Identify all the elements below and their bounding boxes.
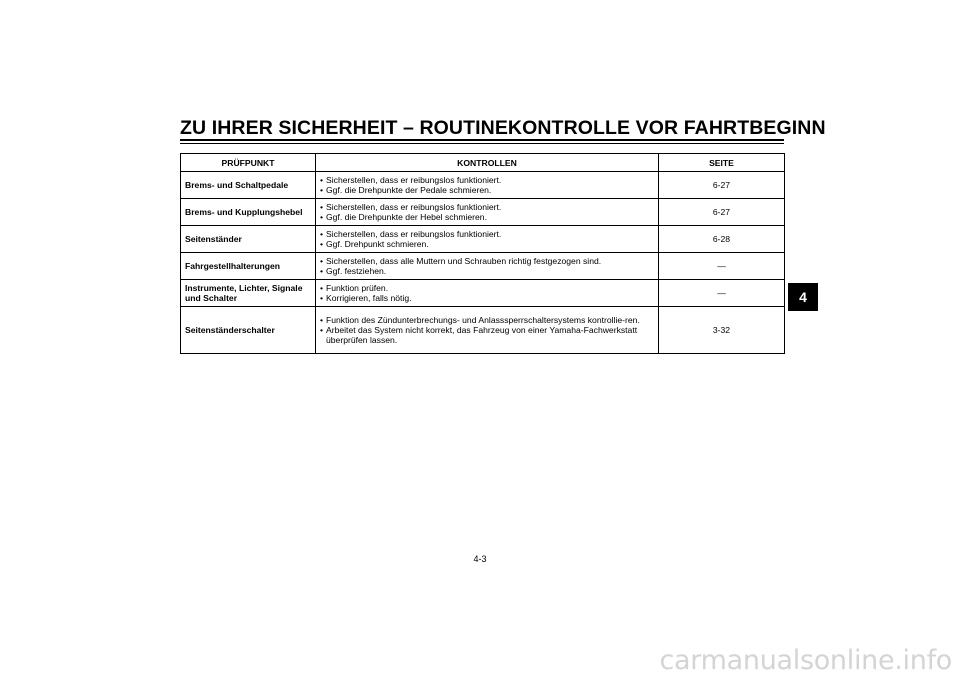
row-checks bbox=[316, 280, 659, 307]
check-bullet: • Sicherstellen, dass alle Muttern und Schrauben richtig festgezogen sind. bbox=[320, 256, 602, 266]
check-bullet: • Ggf. festziehen. bbox=[320, 266, 387, 276]
table-header-row bbox=[181, 154, 785, 172]
check-bullet: • Ggf. die Drehpunkte der Hebel schmieren. bbox=[320, 212, 487, 222]
row-page: 6-27 bbox=[659, 172, 785, 199]
row-checks bbox=[316, 199, 659, 226]
row-item: Seitenständer bbox=[181, 226, 316, 253]
row-checks bbox=[316, 253, 659, 280]
row-page: 6-28 bbox=[659, 226, 785, 253]
check-bullet: • Sicherstellen, dass er reibungslos funktioniert. bbox=[320, 229, 502, 239]
row-checks bbox=[316, 172, 659, 199]
check-bullet: • Funktion des Zündunterbrechungs- und Anlasssperrschaltersystems kontrollie-ren. bbox=[320, 315, 640, 325]
watermark: carmanualsonline.info bbox=[659, 645, 952, 676]
row-item: Brems- und Kupplungshebel bbox=[181, 199, 316, 226]
check-bullet: • Ggf. die Drehpunkte der Pedale schmieren. bbox=[320, 185, 492, 195]
row-item: Seitenständerschalter bbox=[181, 307, 316, 354]
check-bullet: • Ggf. Drehpunkt schmieren. bbox=[320, 239, 429, 249]
row-checks bbox=[316, 307, 659, 354]
row-page: 3-32 bbox=[659, 307, 785, 354]
title-rule-thick bbox=[180, 139, 784, 141]
table-row bbox=[181, 253, 785, 280]
title-rule-thin bbox=[180, 143, 784, 144]
table-row bbox=[181, 226, 785, 253]
row-page: — bbox=[659, 253, 785, 280]
table-row bbox=[181, 307, 785, 354]
chapter-tab: 4 bbox=[788, 283, 818, 311]
header-kontrollen: KONTROLLEN bbox=[316, 154, 659, 172]
row-page: 6-27 bbox=[659, 199, 785, 226]
row-checks bbox=[316, 226, 659, 253]
header-seite: SEITE bbox=[659, 154, 785, 172]
page-number: 4-3 bbox=[473, 554, 487, 564]
row-item: Instrumente, Lichter, Signale und Schalter bbox=[181, 280, 316, 307]
row-item: Brems- und Schaltpedale bbox=[181, 172, 316, 199]
table-row bbox=[181, 172, 785, 199]
inspection-table bbox=[180, 153, 785, 354]
row-item: Fahrgestellhalterungen bbox=[181, 253, 316, 280]
page-title: ZU IHRER SICHERHEIT – ROUTINEKONTROLLE VOR FAHRTBEGINN bbox=[180, 117, 826, 139]
row-page: — bbox=[659, 280, 785, 307]
check-bullet: • Sicherstellen, dass er reibungslos funktioniert. bbox=[320, 202, 502, 212]
check-bullet: • Sicherstellen, dass er reibungslos funktioniert. bbox=[320, 175, 502, 185]
check-bullet: • Korrigieren, falls nötig. bbox=[320, 293, 412, 303]
header-pruefpunkt: PRÜFPUNKT bbox=[181, 154, 316, 172]
check-bullet: • Funktion prüfen. bbox=[320, 283, 389, 293]
table-row bbox=[181, 280, 785, 307]
check-bullet: • Arbeitet das System nicht korrekt, das Fahrzeug von einer Yamaha-Fachwerkstatt überprüfen lassen. bbox=[320, 325, 638, 345]
table-row bbox=[181, 199, 785, 226]
